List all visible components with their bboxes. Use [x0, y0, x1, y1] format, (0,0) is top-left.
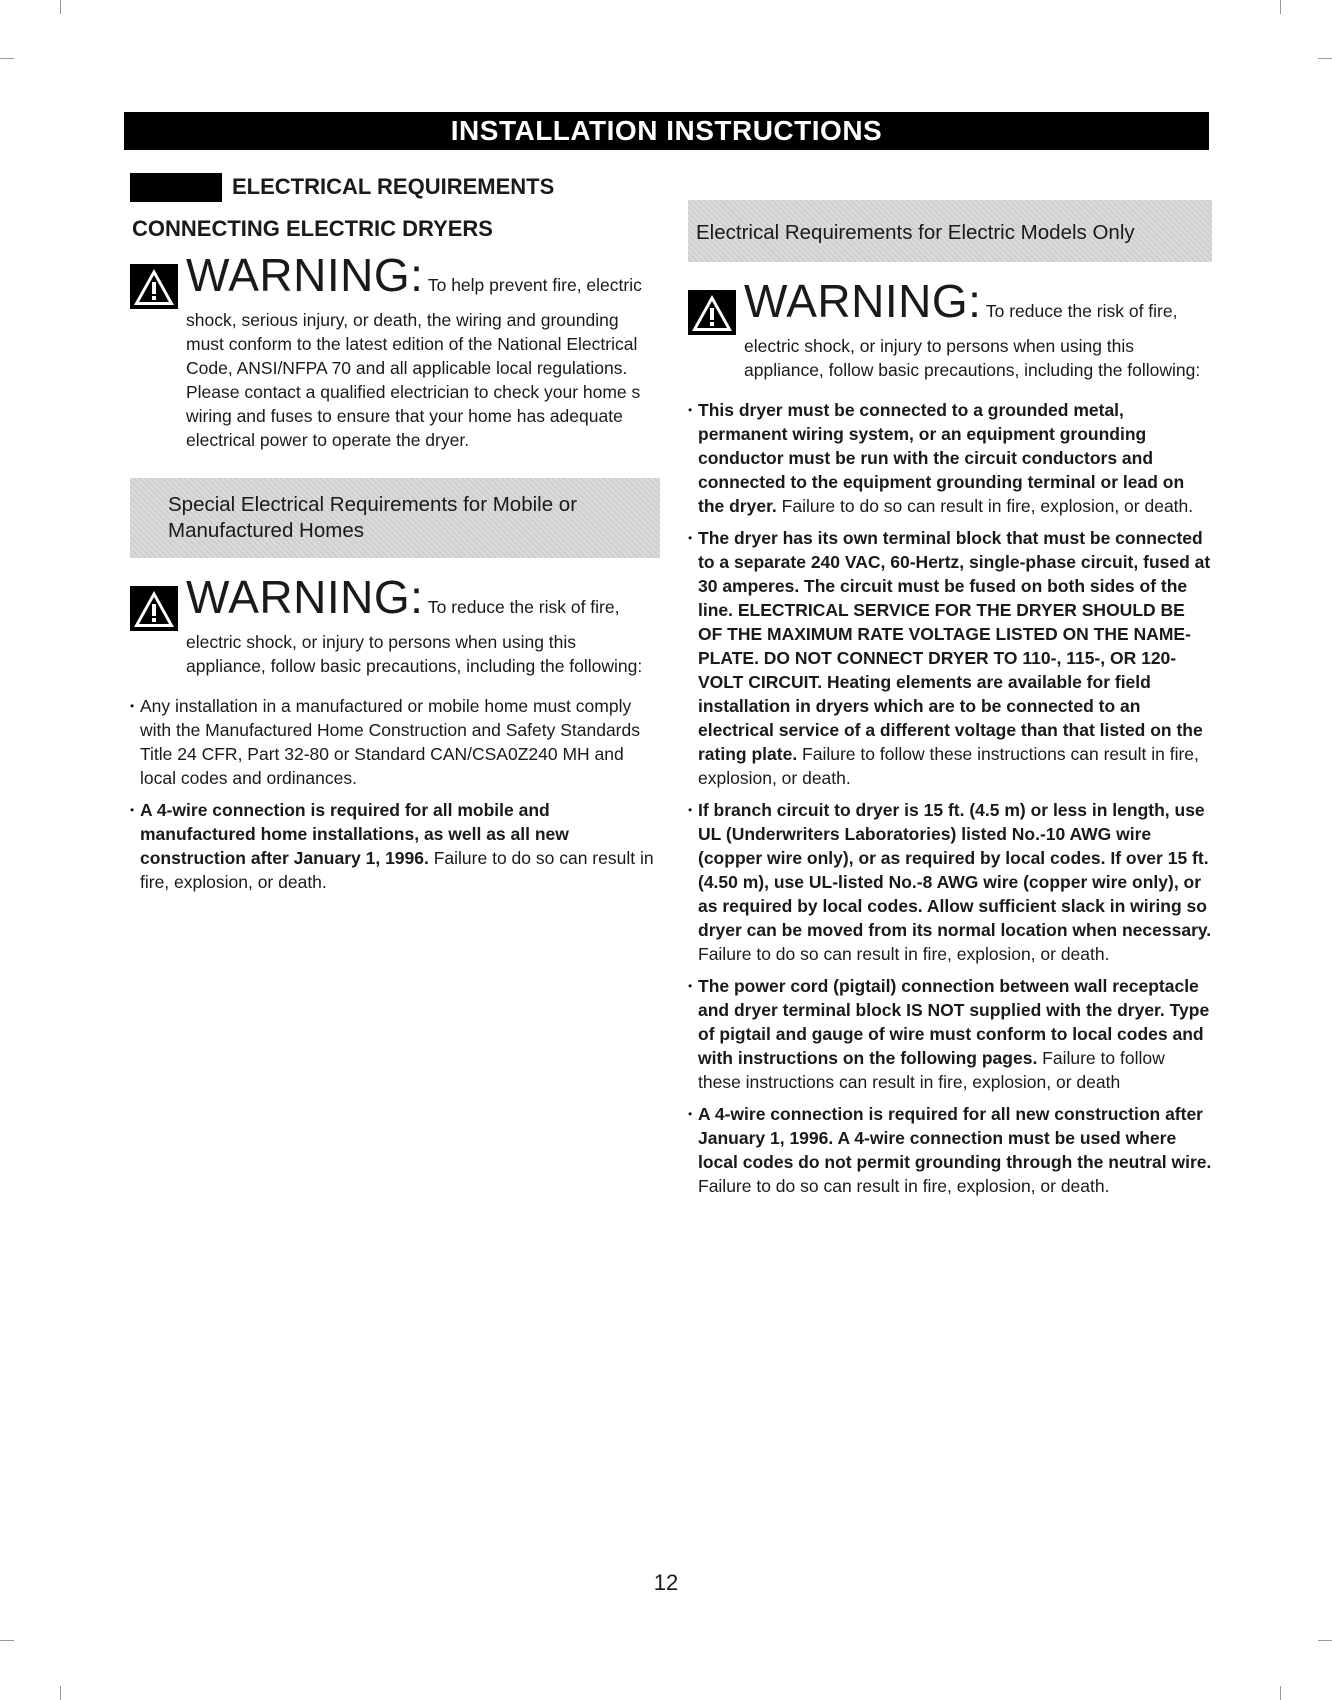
page-banner: INSTALLATION INSTRUCTIONS: [124, 112, 1209, 150]
list-item: • The power cord (pigtail) connection between wall receptacle and dryer terminal block IS NOT supplied with the dryer. Type of pigtail and gauge of wire must conform to local codes and with instructions on the following pages. Failure to follow these instructions can result in fire, explosion, or death: [688, 974, 1212, 1094]
warning-triangle-icon: [130, 586, 178, 631]
warning-label: WARNING:: [186, 249, 424, 301]
warning-label: WARNING:: [744, 275, 982, 327]
bullet-list: [688, 398, 1212, 1198]
section-title: ELECTRICAL REQUIREMENTS: [232, 174, 555, 199]
warning-block: [130, 250, 660, 452]
warning-text: shock, serious injury, or death, the wiring and grounding must conform to the latest edition of the National Electrical Code, ANSI/NFPA 70 and all applicable local regulations. Please contact a qualified electrician to check your home s wiring and fuses to ensure that your home has adequate electrical power to operate the dryer.: [186, 310, 641, 450]
warning-lead: To reduce the risk of fire,: [985, 301, 1178, 321]
warning-label: WARNING:: [186, 571, 424, 623]
warning-triangle-icon: [130, 264, 178, 309]
list-item: • Any installation in a manufactured or mobile home must comply with the Manufactured Home Construction and Safety Standards Title 24 CFR, Part 32-80 or Standard CAN/CSA0Z240 MH and local codes and ordinances.: [130, 694, 660, 790]
crop-mark: [1280, 1686, 1281, 1700]
warning-block: [130, 572, 660, 678]
right-column: [688, 200, 1212, 1206]
crop-mark: [1318, 1640, 1332, 1641]
section-header: [130, 172, 660, 202]
crop-mark: [60, 1686, 61, 1700]
warning-text: electric shock, or injury to persons when using this appliance, follow basic precautions, including the following:: [186, 632, 643, 676]
list-item: • A 4-wire connection is required for all new construction after January 1, 1996. A 4-wire connection must be used where local codes do not permit grounding through the neutral wire. Failure to do so can result in fire, explosion, or death.: [688, 1102, 1212, 1198]
shaded-heading: Electrical Requirements for Electric Models Only: [688, 200, 1212, 262]
warning-lead: To reduce the risk of fire,: [427, 597, 620, 617]
crop-mark: [1318, 58, 1332, 59]
warning-block: [688, 276, 1212, 382]
crop-mark: [1280, 0, 1281, 14]
subheading: CONNECTING ELECTRIC DRYERS: [132, 216, 493, 241]
warning-lead: To help prevent fire, electric: [427, 275, 642, 295]
page-number: 12: [653, 1570, 679, 1595]
bullet-list: [130, 694, 660, 894]
list-item: • A 4-wire connection is required for all mobile and manufactured home installations, as well as all new construction after January 1, 1996. Failure to do so can result in fire, explosion, or death.: [130, 798, 660, 894]
crop-mark: [0, 58, 14, 59]
left-column: [130, 172, 660, 902]
warning-text: electric shock, or injury to persons when using this appliance, follow basic precautions, including the following:: [744, 336, 1201, 380]
list-item: • This dryer must be connected to a grounded metal, permanent wiring system, or an equipment grounding conductor must be run with the circuit conductors and connected to the equipment grounding terminal or lead on the dryer. Failure to do so can result in fire, explosion, or death.: [688, 398, 1212, 518]
shaded-heading: Special Electrical Requirements for Mobile or Manufactured Homes: [130, 478, 660, 558]
list-item: • If branch circuit to dryer is 15 ft. (4.5 m) or less in length, use UL (Underwriters Laboratories) listed No.-10 AWG wire (copper wire only), or as required by local codes. If over 15 ft. (4.50 m), use UL-listed No.-8 AWG wire (copper wire only), or as required by local codes. Allow sufficient slack in wiring so dryer can be moved from its normal location when necessary. Failure to do so can result in fire, explosion, or death.: [688, 798, 1212, 966]
crop-mark: [0, 1640, 14, 1641]
warning-triangle-icon: [688, 290, 736, 335]
crop-mark: [60, 0, 61, 14]
list-item: • The dryer has its own terminal block that must be connected to a separate 240 VAC, 60-Hertz, single-phase circuit, fused at 30 amperes. The circuit must be fused on both sides of the line. ELECTRICAL SERVICE FOR THE DRYER SHOULD BE OF THE MAXIMUM RATE VOLTAGE LISTED ON THE NAME-PLATE. DO NOT CONNECT DRYER TO 110-, 115-, OR 120-VOLT CIRCUIT. Heating elements are available for field installation in dryers which are to be connected to an electrical service of a different voltage than that listed on the rating plate. Failure to follow these instructions can result in fire, explosion, or death.: [688, 526, 1212, 790]
section-marker: [130, 173, 222, 202]
